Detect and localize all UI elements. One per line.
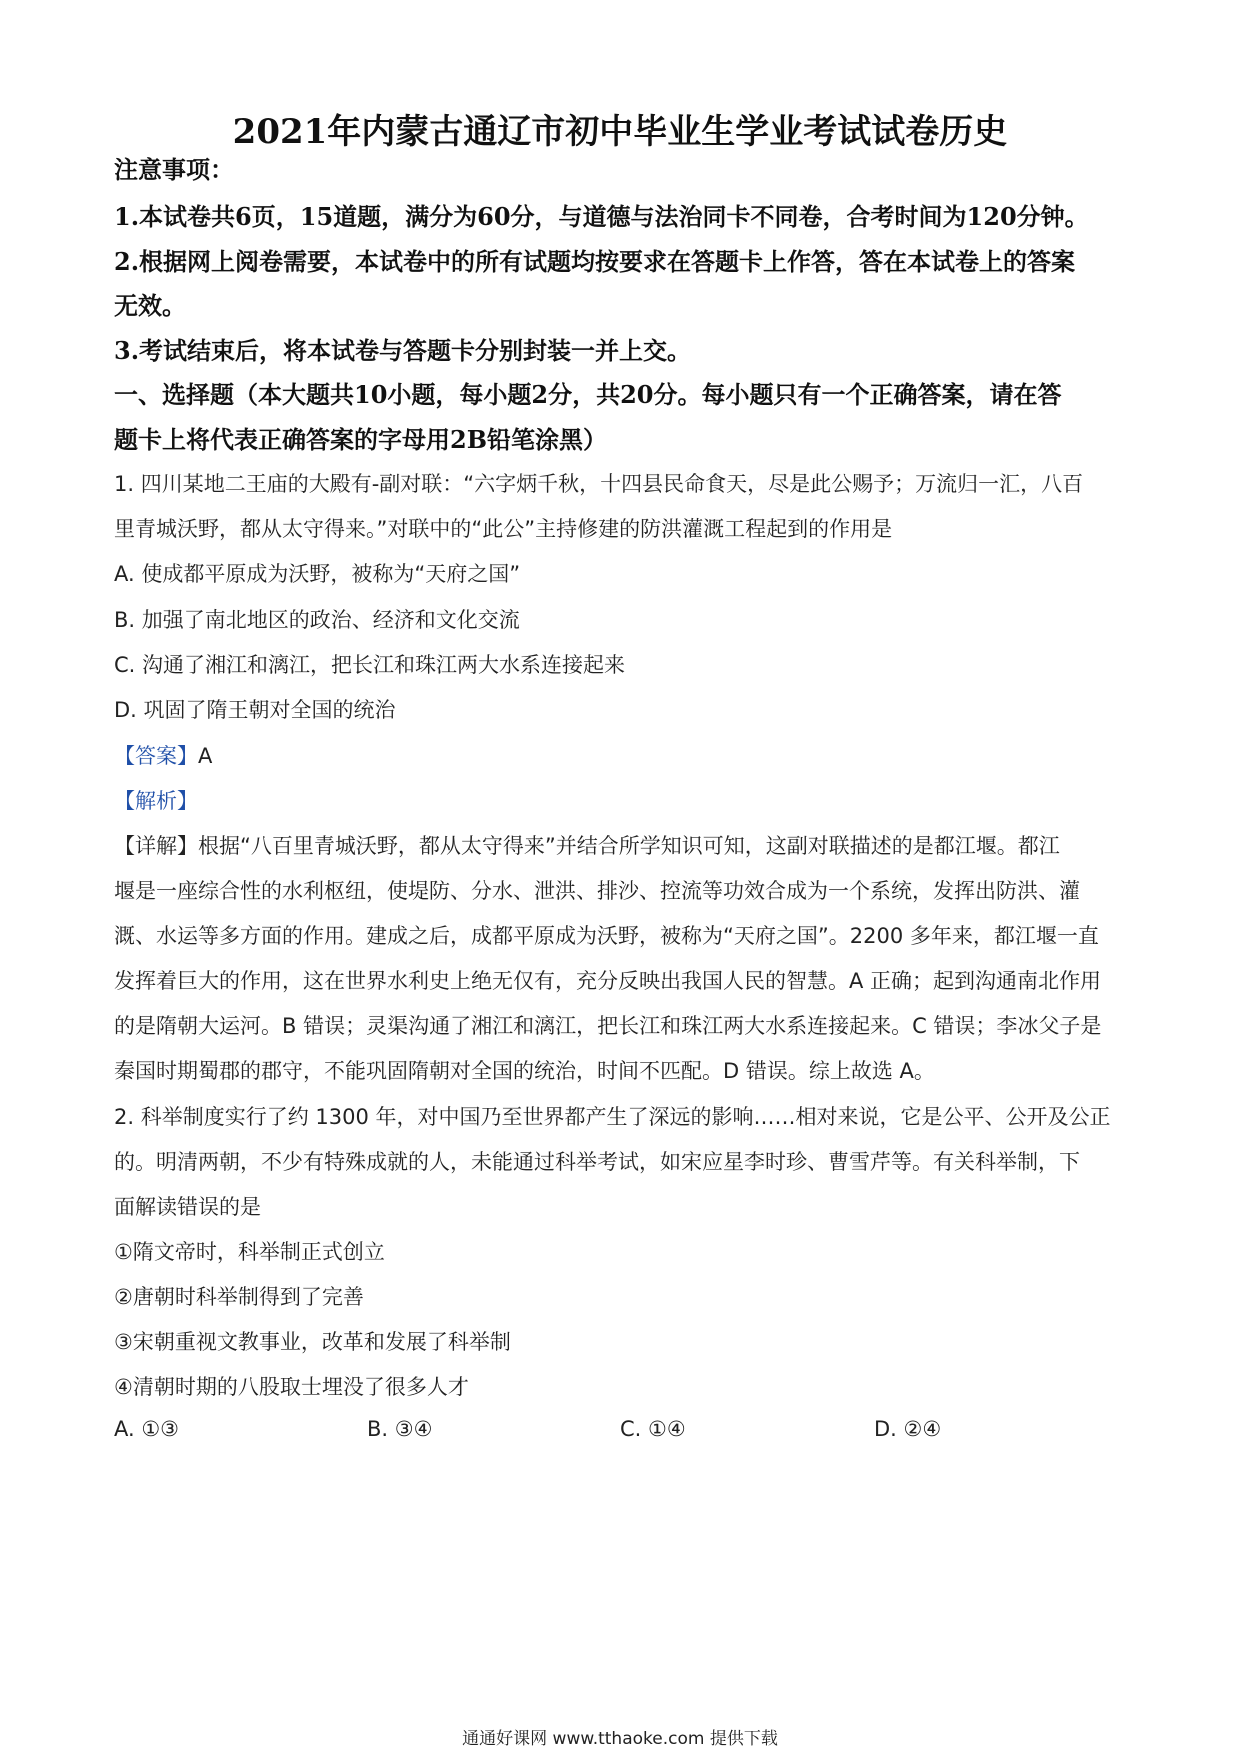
detail-line: 溉、水运等多方面的作用。建成之后，成都平原成为沃野，被称为“天府之国”。2200 多年来，都江堰一直 <box>114 924 1099 948</box>
question-1-stem: 里青城沃野，都从太守得来。”对联中的“此公”主持修建的防洪灌溉工程起到的作用是 <box>114 517 893 541</box>
question-2-stem: 2. 科举制度实行了约 1300 年，对中国乃至世界都产生了深远的影响……相对来说，它是公平、公开及公正 <box>114 1105 1111 1129</box>
detail-line: 堰是一座综合性的水利枢纽，使堤防、分水、泄洪、排沙、控流等功效合成为一个系统，发挥出防洪、灌 <box>114 879 1080 903</box>
notice-item: 1.本试卷共6页，15道题，满分为60分，与道德与法治同卡不同卷，合考时间为120分钟。 <box>114 202 1089 231</box>
question-2-option-c: C. ①④ <box>620 1417 686 1441</box>
notice-item: 2.根据网上阅卷需要，本试卷中的所有试题均按要求在答题卡上作答，答在本试卷上的答案 <box>114 247 1076 276</box>
answer-value: A <box>198 744 213 768</box>
question-2-stem: 面解读错误的是 <box>114 1195 261 1219</box>
question-1-option-b: B. 加强了南北地区的政治、经济和文化交流 <box>114 608 520 632</box>
question-2-option-a: A. ①③ <box>114 1417 179 1441</box>
question-2-stem: 的。明清两朝，不少有特殊成就的人，未能通过科举考试，如宋应星李时珍、曹雪芹等。有关科举制，下 <box>114 1150 1080 1174</box>
question-1-option-d: D. 巩固了隋王朝对全国的统治 <box>114 698 396 722</box>
section-heading: 一、选择题（本大题共10小题，每小题2分，共20分。每小题只有一个正确答案，请在答 <box>114 380 1062 409</box>
page-title: 2021年内蒙古通辽市初中毕业生学业考试试卷历史 <box>232 112 1008 152</box>
detail-line: 秦国时期蜀郡的郡守，不能巩固隋朝对全国的统治，时间不匹配。D 错误。综上故选 A。 <box>114 1059 935 1083</box>
question-2-option-d: D. ②④ <box>874 1417 942 1441</box>
question-2-statement: ①隋文帝时，科举制正式创立 <box>114 1240 385 1264</box>
notice-item: 无效。 <box>114 291 186 320</box>
question-1-option-c: C. 沟通了湘江和漓江，把长江和珠江两大水系连接起来 <box>114 653 626 677</box>
answer-line <box>114 740 212 770</box>
notice-item: 3.考试结束后，将本试卷与答题卡分别封装一并上交。 <box>114 336 692 365</box>
detail-line: 发挥着巨大的作用，这在世界水利史上绝无仅有，充分反映出我国人民的智慧。A 正确；起到沟通南北作用 <box>114 969 1102 993</box>
question-2-statement: ②唐朝时科举制得到了完善 <box>114 1285 364 1309</box>
detail-line: 的是隋朝大运河。B 错误；灵渠沟通了湘江和漓江，把长江和珠江两大水系连接起来。C 错误；李冰父子是 <box>114 1014 1102 1038</box>
section-heading: 题卡上将代表正确答案的字母用2B铅笔涂黑） <box>114 425 607 454</box>
question-1-option-a: A. 使成都平原成为沃野，被称为“天府之国” <box>114 562 521 586</box>
notice-heading: 注意事项： <box>114 155 234 184</box>
answer-tag: 【答案】 <box>114 744 198 768</box>
detail-line: 【详解】根据“八百里青城沃野，都从太守得来”并结合所学知识可知，这副对联描述的是都江堰。都江 <box>114 834 1060 858</box>
question-2-statement: ③宋朝重视文教事业，改革和发展了科举制 <box>114 1330 511 1354</box>
question-1-stem: 1. 四川某地二王庙的大殿有-副对联：“六字炳千秋，十四县民命食天，尽是此公赐予；万流归一汇，八百 <box>114 472 1084 496</box>
question-2-statement: ④清朝时期的八股取士埋没了很多人才 <box>114 1375 469 1399</box>
question-2-option-b: B. ③④ <box>367 1417 433 1441</box>
analysis-tag: 【解析】 <box>114 789 198 813</box>
footer-watermark: 通通好课网 www.tthaoke.com 提供下载 <box>462 1729 778 1749</box>
